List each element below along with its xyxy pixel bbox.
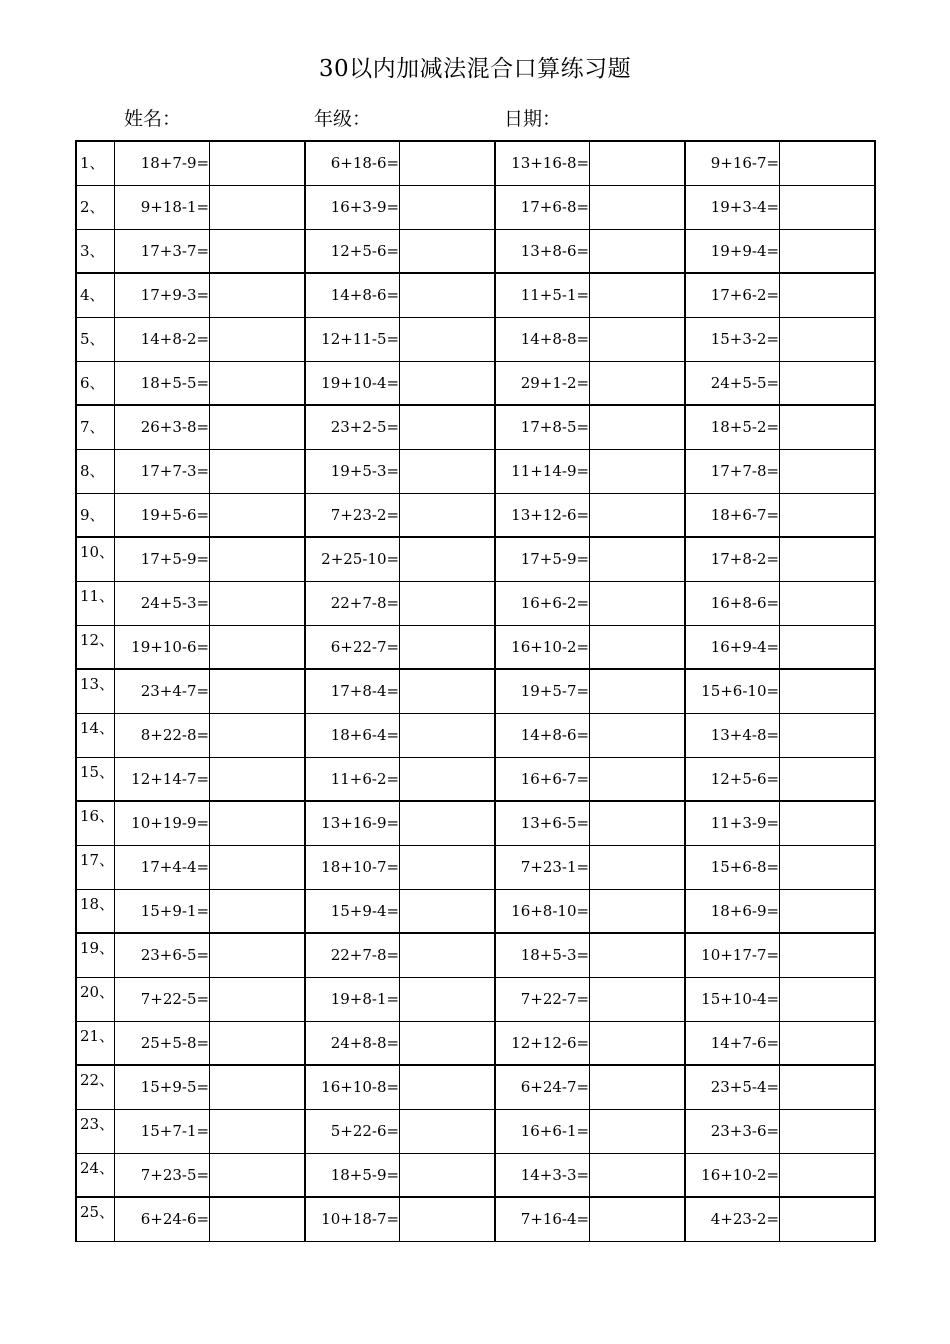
- table-row: [76, 537, 875, 581]
- answer-cell[interactable]: [400, 537, 495, 581]
- answer-cell[interactable]: [780, 1109, 875, 1153]
- answer-cell[interactable]: [400, 889, 495, 933]
- answer-cell[interactable]: [210, 1021, 305, 1065]
- answer-cell[interactable]: [210, 493, 305, 537]
- answer-cell[interactable]: [210, 933, 305, 977]
- problem-expression: 17+7-8=: [685, 449, 780, 493]
- answer-cell[interactable]: [590, 273, 685, 317]
- name-field-label: 姓名：: [124, 108, 182, 130]
- problem-expression: 7+23-5=: [115, 1153, 210, 1197]
- problem-number: 7、: [76, 405, 115, 449]
- problem-expression: 19+9-4=: [685, 229, 780, 273]
- header-fields: [0, 104, 950, 130]
- answer-cell[interactable]: [780, 141, 875, 185]
- answer-cell[interactable]: [780, 229, 875, 273]
- problem-expression: 23+6-5=: [115, 933, 210, 977]
- grade-field-label: 年级：: [314, 108, 372, 130]
- table-row: [76, 1021, 875, 1065]
- answer-cell[interactable]: [590, 1197, 685, 1241]
- problem-number: 24、: [76, 1153, 115, 1197]
- problem-expression: 13+6-5=: [495, 801, 590, 845]
- answer-cell[interactable]: [210, 229, 305, 273]
- answer-cell[interactable]: [590, 141, 685, 185]
- answer-cell[interactable]: [590, 933, 685, 977]
- answer-cell[interactable]: [400, 1021, 495, 1065]
- answer-cell[interactable]: [400, 317, 495, 361]
- answer-cell[interactable]: [210, 185, 305, 229]
- problem-expression: 7+23-2=: [305, 493, 400, 537]
- answer-cell[interactable]: [210, 757, 305, 801]
- answer-cell[interactable]: [210, 1065, 305, 1109]
- answer-cell[interactable]: [210, 977, 305, 1021]
- answer-cell[interactable]: [590, 1021, 685, 1065]
- problem-expression: 23+5-4=: [685, 1065, 780, 1109]
- problem-expression: 18+5-5=: [115, 361, 210, 405]
- table-row: [76, 581, 875, 625]
- problem-expression: 17+6-8=: [495, 185, 590, 229]
- problem-number: 2、: [76, 185, 115, 229]
- problem-expression: 15+9-5=: [115, 1065, 210, 1109]
- problem-expression: 13+4-8=: [685, 713, 780, 757]
- answer-cell[interactable]: [210, 845, 305, 889]
- answer-cell[interactable]: [590, 537, 685, 581]
- table-row: [76, 625, 875, 669]
- problem-expression: 19+3-4=: [685, 185, 780, 229]
- problem-expression: 12+5-6=: [305, 229, 400, 273]
- answer-cell[interactable]: [400, 845, 495, 889]
- answer-cell[interactable]: [780, 801, 875, 845]
- answer-cell[interactable]: [400, 273, 495, 317]
- problem-expression: 16+8-10=: [495, 889, 590, 933]
- problem-expression: 17+6-2=: [685, 273, 780, 317]
- answer-cell[interactable]: [400, 449, 495, 493]
- problem-expression: 22+7-8=: [305, 933, 400, 977]
- answer-cell[interactable]: [400, 1065, 495, 1109]
- problem-expression: 23+3-6=: [685, 1109, 780, 1153]
- problem-expression: 12+12-6=: [495, 1021, 590, 1065]
- answer-cell[interactable]: [590, 801, 685, 845]
- problem-expression: 15+6-8=: [685, 845, 780, 889]
- problem-expression: 24+5-5=: [685, 361, 780, 405]
- problem-number: 1、: [76, 141, 115, 185]
- problem-expression: 17+5-9=: [495, 537, 590, 581]
- answer-cell[interactable]: [590, 845, 685, 889]
- answer-cell[interactable]: [590, 361, 685, 405]
- problem-expression: 24+8-8=: [305, 1021, 400, 1065]
- problem-expression: 9+16-7=: [685, 141, 780, 185]
- problem-expression: 16+6-2=: [495, 581, 590, 625]
- table-row: [76, 361, 875, 405]
- answer-cell[interactable]: [780, 1065, 875, 1109]
- problem-expression: 12+14-7=: [115, 757, 210, 801]
- problem-number: 20、: [76, 977, 115, 1021]
- problem-expression: 11+14-9=: [495, 449, 590, 493]
- table-row: [76, 273, 875, 317]
- problem-expression: 15+6-10=: [685, 669, 780, 713]
- problem-expression: 24+5-3=: [115, 581, 210, 625]
- problem-expression: 22+7-8=: [305, 581, 400, 625]
- table-row: [76, 933, 875, 977]
- answer-cell[interactable]: [400, 625, 495, 669]
- problem-expression: 7+23-1=: [495, 845, 590, 889]
- answer-cell[interactable]: [780, 185, 875, 229]
- answer-cell[interactable]: [780, 845, 875, 889]
- problem-expression: 15+3-2=: [685, 317, 780, 361]
- problem-expression: 12+11-5=: [305, 317, 400, 361]
- problem-expression: 12+5-6=: [685, 757, 780, 801]
- problem-expression: 17+7-3=: [115, 449, 210, 493]
- problem-expression: 10+17-7=: [685, 933, 780, 977]
- table-row: [76, 889, 875, 933]
- answer-cell[interactable]: [210, 1109, 305, 1153]
- answer-cell[interactable]: [780, 669, 875, 713]
- problem-expression: 11+5-1=: [495, 273, 590, 317]
- answer-cell[interactable]: [590, 669, 685, 713]
- problem-number: 21、: [76, 1021, 115, 1065]
- table-row: [76, 669, 875, 713]
- problem-number: 17、: [76, 845, 115, 889]
- problem-expression: 8+22-8=: [115, 713, 210, 757]
- answer-cell[interactable]: [780, 493, 875, 537]
- problem-expression: 13+12-6=: [495, 493, 590, 537]
- problem-expression: 14+3-3=: [495, 1153, 590, 1197]
- problem-expression: 18+6-7=: [685, 493, 780, 537]
- problem-expression: 16+9-4=: [685, 625, 780, 669]
- problem-expression: 13+8-6=: [495, 229, 590, 273]
- table-row: [76, 1197, 875, 1241]
- problem-number: 6、: [76, 361, 115, 405]
- table-row: [76, 713, 875, 757]
- answer-cell[interactable]: [780, 449, 875, 493]
- table-row: [76, 1065, 875, 1109]
- answer-cell[interactable]: [590, 1153, 685, 1197]
- answer-cell[interactable]: [590, 1065, 685, 1109]
- answer-cell[interactable]: [210, 361, 305, 405]
- problem-expression: 18+6-4=: [305, 713, 400, 757]
- answer-cell[interactable]: [210, 273, 305, 317]
- problem-expression: 17+8-5=: [495, 405, 590, 449]
- table-row: [76, 1153, 875, 1197]
- problem-expression: 26+3-8=: [115, 405, 210, 449]
- answer-cell[interactable]: [400, 493, 495, 537]
- answer-cell[interactable]: [780, 625, 875, 669]
- answer-cell[interactable]: [210, 141, 305, 185]
- answer-cell[interactable]: [780, 977, 875, 1021]
- answer-cell[interactable]: [400, 141, 495, 185]
- answer-cell[interactable]: [210, 1153, 305, 1197]
- answer-cell[interactable]: [590, 405, 685, 449]
- problem-number: 23、: [76, 1109, 115, 1153]
- problem-expression: 18+6-9=: [685, 889, 780, 933]
- problem-number: 13、: [76, 669, 115, 713]
- problem-expression: 17+8-4=: [305, 669, 400, 713]
- problem-number: 16、: [76, 801, 115, 845]
- problem-expression: 19+5-3=: [305, 449, 400, 493]
- problem-expression: 14+7-6=: [685, 1021, 780, 1065]
- problem-expression: 16+3-9=: [305, 185, 400, 229]
- problem-number: 15、: [76, 757, 115, 801]
- answer-cell[interactable]: [210, 537, 305, 581]
- problem-number: 4、: [76, 273, 115, 317]
- problem-expression: 17+5-9=: [115, 537, 210, 581]
- answer-cell[interactable]: [780, 361, 875, 405]
- problem-expression: 11+6-2=: [305, 757, 400, 801]
- answer-cell[interactable]: [780, 713, 875, 757]
- answer-cell[interactable]: [210, 405, 305, 449]
- problem-expression: 6+22-7=: [305, 625, 400, 669]
- problem-expression: 6+24-6=: [115, 1197, 210, 1241]
- answer-cell[interactable]: [590, 625, 685, 669]
- problem-expression: 16+6-7=: [495, 757, 590, 801]
- problem-number: 10、: [76, 537, 115, 581]
- answer-cell[interactable]: [590, 185, 685, 229]
- answer-cell[interactable]: [590, 713, 685, 757]
- answer-cell[interactable]: [400, 1109, 495, 1153]
- problem-expression: 15+9-4=: [305, 889, 400, 933]
- date-field-label: 日期：: [504, 108, 562, 130]
- answer-cell[interactable]: [210, 449, 305, 493]
- problem-expression: 4+23-2=: [685, 1197, 780, 1241]
- answer-cell[interactable]: [210, 713, 305, 757]
- problem-expression: 17+3-7=: [115, 229, 210, 273]
- problem-expression: 13+16-9=: [305, 801, 400, 845]
- answer-cell[interactable]: [590, 229, 685, 273]
- problem-expression: 2+25-10=: [305, 537, 400, 581]
- exercise-table: [75, 140, 876, 1242]
- answer-cell[interactable]: [210, 889, 305, 933]
- problem-number: 3、: [76, 229, 115, 273]
- answer-cell[interactable]: [590, 757, 685, 801]
- problem-expression: 13+16-8=: [495, 141, 590, 185]
- problem-expression: 16+8-6=: [685, 581, 780, 625]
- answer-cell[interactable]: [780, 933, 875, 977]
- problem-expression: 19+10-6=: [115, 625, 210, 669]
- problem-expression: 18+5-2=: [685, 405, 780, 449]
- problem-expression: 14+8-6=: [305, 273, 400, 317]
- problem-expression: 18+5-9=: [305, 1153, 400, 1197]
- answer-cell[interactable]: [210, 317, 305, 361]
- answer-cell[interactable]: [400, 229, 495, 273]
- answer-cell[interactable]: [780, 273, 875, 317]
- problem-expression: 7+16-4=: [495, 1197, 590, 1241]
- problem-expression: 14+8-6=: [495, 713, 590, 757]
- problem-expression: 15+9-1=: [115, 889, 210, 933]
- answer-cell[interactable]: [780, 889, 875, 933]
- problem-expression: 7+22-5=: [115, 977, 210, 1021]
- problem-number: 22、: [76, 1065, 115, 1109]
- problem-expression: 19+10-4=: [305, 361, 400, 405]
- problem-expression: 19+5-6=: [115, 493, 210, 537]
- problem-expression: 10+18-7=: [305, 1197, 400, 1241]
- problem-expression: 14+8-8=: [495, 317, 590, 361]
- table-row: [76, 801, 875, 845]
- table-row: [76, 185, 875, 229]
- answer-cell[interactable]: [400, 933, 495, 977]
- answer-cell[interactable]: [590, 889, 685, 933]
- problem-expression: 17+9-3=: [115, 273, 210, 317]
- problem-number: 25、: [76, 1197, 115, 1241]
- answer-cell[interactable]: [590, 449, 685, 493]
- problem-expression: 5+22-6=: [305, 1109, 400, 1153]
- answer-cell[interactable]: [400, 977, 495, 1021]
- answer-cell[interactable]: [400, 713, 495, 757]
- answer-cell[interactable]: [400, 757, 495, 801]
- problem-expression: 6+18-6=: [305, 141, 400, 185]
- problem-number: 8、: [76, 449, 115, 493]
- answer-cell[interactable]: [210, 625, 305, 669]
- problem-number: 5、: [76, 317, 115, 361]
- problem-expression: 29+1-2=: [495, 361, 590, 405]
- answer-cell[interactable]: [400, 1153, 495, 1197]
- table-row: [76, 977, 875, 1021]
- answer-cell[interactable]: [590, 493, 685, 537]
- problem-expression: 7+22-7=: [495, 977, 590, 1021]
- table-row: [76, 449, 875, 493]
- problem-expression: 18+10-7=: [305, 845, 400, 889]
- answer-cell[interactable]: [400, 669, 495, 713]
- answer-cell[interactable]: [780, 317, 875, 361]
- table-row: [76, 229, 875, 273]
- answer-cell[interactable]: [210, 801, 305, 845]
- table-row: [76, 317, 875, 361]
- table-row: [76, 493, 875, 537]
- table-row: [76, 845, 875, 889]
- page-title: 30以内加减法混合口算练习题: [318, 56, 632, 82]
- problem-expression: 23+4-7=: [115, 669, 210, 713]
- problem-expression: 9+18-1=: [115, 185, 210, 229]
- problem-number: 14、: [76, 713, 115, 757]
- problem-expression: 18+5-3=: [495, 933, 590, 977]
- problem-expression: 14+8-2=: [115, 317, 210, 361]
- problem-number: 11、: [76, 581, 115, 625]
- problem-expression: 10+19-9=: [115, 801, 210, 845]
- problem-expression: 19+5-7=: [495, 669, 590, 713]
- answer-cell[interactable]: [780, 405, 875, 449]
- problem-number: 18、: [76, 889, 115, 933]
- answer-cell[interactable]: [590, 1109, 685, 1153]
- answer-cell[interactable]: [590, 317, 685, 361]
- table-row: [76, 757, 875, 801]
- answer-cell[interactable]: [210, 669, 305, 713]
- table-row: [76, 1109, 875, 1153]
- answer-cell[interactable]: [400, 361, 495, 405]
- answer-cell[interactable]: [590, 977, 685, 1021]
- problem-number: 12、: [76, 625, 115, 669]
- answer-cell[interactable]: [780, 581, 875, 625]
- problem-expression: 16+10-2=: [685, 1153, 780, 1197]
- problem-expression: 11+3-9=: [685, 801, 780, 845]
- problem-number: 9、: [76, 493, 115, 537]
- answer-cell[interactable]: [400, 581, 495, 625]
- problem-expression: 15+7-1=: [115, 1109, 210, 1153]
- answer-cell[interactable]: [400, 1197, 495, 1241]
- table-row: [76, 405, 875, 449]
- problem-expression: 6+24-7=: [495, 1065, 590, 1109]
- problem-expression: 16+10-8=: [305, 1065, 400, 1109]
- answer-cell[interactable]: [400, 185, 495, 229]
- problem-expression: 15+10-4=: [685, 977, 780, 1021]
- problem-number: 19、: [76, 933, 115, 977]
- answer-cell[interactable]: [210, 581, 305, 625]
- answer-cell[interactable]: [780, 537, 875, 581]
- problem-expression: 23+2-5=: [305, 405, 400, 449]
- problem-expression: 25+5-8=: [115, 1021, 210, 1065]
- answer-cell[interactable]: [210, 1197, 305, 1241]
- problem-expression: 17+8-2=: [685, 537, 780, 581]
- answer-cell[interactable]: [590, 581, 685, 625]
- answer-cell[interactable]: [780, 1153, 875, 1197]
- answer-cell[interactable]: [780, 757, 875, 801]
- problem-expression: 16+10-2=: [495, 625, 590, 669]
- answer-cell[interactable]: [400, 405, 495, 449]
- answer-cell[interactable]: [780, 1021, 875, 1065]
- problem-expression: 16+6-1=: [495, 1109, 590, 1153]
- answer-cell[interactable]: [780, 1197, 875, 1241]
- problem-expression: 19+8-1=: [305, 977, 400, 1021]
- table-row: [76, 141, 875, 185]
- problem-expression: 17+4-4=: [115, 845, 210, 889]
- problem-expression: 18+7-9=: [115, 141, 210, 185]
- answer-cell[interactable]: [400, 801, 495, 845]
